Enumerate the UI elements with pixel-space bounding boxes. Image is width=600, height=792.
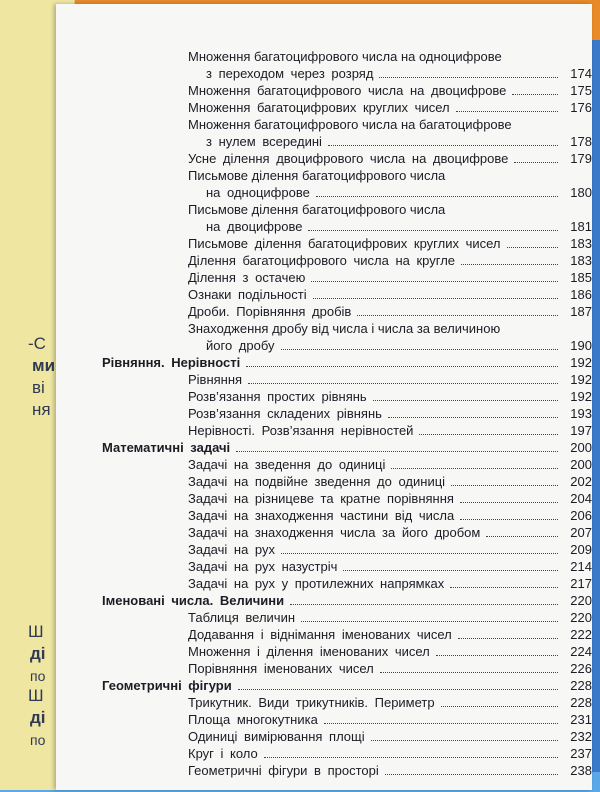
- dot-leader: [246, 366, 558, 367]
- dot-leader: [486, 536, 558, 537]
- toc-page-number: 226: [570, 661, 592, 676]
- dot-leader: [460, 502, 558, 503]
- dot-leader: [436, 655, 558, 656]
- dot-leader: [371, 740, 558, 741]
- toc-entry: [102, 660, 592, 677]
- toc-page-number: 231: [570, 712, 592, 727]
- dot-leader: [290, 604, 558, 605]
- dot-leader: [236, 451, 558, 452]
- dot-leader: [419, 434, 558, 435]
- toc-page-number: 232: [570, 729, 592, 744]
- toc-entry-title: Ділення з остачею: [188, 270, 306, 285]
- toc-entry: [102, 524, 592, 541]
- toc-entry: [102, 541, 592, 558]
- dot-leader: [343, 570, 558, 571]
- toc-entry: [102, 167, 592, 201]
- toc-entry-title: на двоцифрове: [206, 219, 303, 234]
- dot-leader: [316, 196, 558, 197]
- toc-entry: [102, 48, 592, 82]
- table-of-contents: [102, 48, 592, 779]
- toc-entry-title: на одноцифрове: [206, 185, 310, 200]
- toc-entry: [102, 762, 592, 779]
- underlying-text-fragment: ді: [30, 708, 46, 727]
- toc-entry: [102, 371, 592, 388]
- toc-page-number: 206: [570, 508, 592, 523]
- toc-section-heading: [102, 677, 592, 694]
- toc-entry: [102, 473, 592, 490]
- toc-page-number: 220: [570, 593, 592, 608]
- underlying-text-fragment: ві: [32, 378, 45, 397]
- underlying-text-fragment: ми: [32, 356, 56, 375]
- underlying-text-fragment: -C: [28, 334, 46, 353]
- toc-entry-title: Розв’язання простих рівнянь: [188, 389, 367, 404]
- toc-entry-title: Задачі на подвійне зведення до одиниці: [188, 474, 446, 489]
- toc-entry: [102, 150, 592, 167]
- dot-leader: [311, 281, 558, 282]
- toc-entry-title: Ознаки подільності: [188, 287, 307, 302]
- toc-entry-title: Задачі на знаходження частини від числа: [188, 508, 455, 523]
- dot-leader: [456, 111, 558, 112]
- dot-leader: [373, 400, 558, 401]
- toc-page-number: 238: [570, 763, 592, 778]
- toc-entry-title: Задачі на рух у протилежних напрямках: [188, 576, 445, 591]
- toc-page-number: 200: [570, 457, 592, 472]
- toc-entry: [102, 575, 592, 592]
- toc-page-number: 183: [570, 253, 592, 268]
- toc-entry: [102, 711, 592, 728]
- toc-entry-title-line: Письмове ділення багатоцифрового числа: [188, 168, 446, 183]
- toc-entry-title: з нулем всередині: [206, 134, 322, 149]
- dot-leader: [264, 757, 558, 758]
- toc-entry: [102, 269, 592, 286]
- dot-leader: [391, 468, 558, 469]
- toc-section-heading: [102, 592, 592, 609]
- toc-entry-title: Додавання і віднімання іменованих чисел: [188, 627, 452, 642]
- toc-page-number: 178: [570, 134, 592, 149]
- dot-leader: [328, 145, 558, 146]
- toc-page-number: 217: [570, 576, 592, 591]
- toc-entry-title: Нерівності. Розв’язання нерівностей: [188, 423, 414, 438]
- underlying-text-fragment: Ш: [28, 686, 44, 705]
- dot-leader: [385, 774, 558, 775]
- toc-entry-title: Множення багатоцифрових круглих чисел: [188, 100, 450, 115]
- toc-entry: [102, 643, 592, 660]
- toc-entry-title: Геометричні фігури в просторі: [188, 763, 379, 778]
- toc-entry-title: Круг і коло: [188, 746, 258, 761]
- toc-page-number: 214: [570, 559, 592, 574]
- toc-entry-title: Порівняння іменованих чисел: [188, 661, 374, 676]
- toc-entry: [102, 405, 592, 422]
- toc-entry-title: Площа многокутника: [188, 712, 318, 727]
- underlying-text-fragment: ді: [30, 644, 46, 663]
- toc-page-number: 175: [570, 83, 592, 98]
- underlying-text-fragment: Ш: [28, 622, 44, 641]
- toc-page-number: 192: [570, 389, 592, 404]
- toc-entry: [102, 490, 592, 507]
- toc-entry: [102, 235, 592, 252]
- dot-leader: [450, 587, 558, 588]
- toc-page-number: 200: [570, 440, 592, 455]
- toc-entry: [102, 82, 592, 99]
- toc-page-number: 228: [570, 678, 592, 693]
- toc-entry-title: Одиниці вимірювання площі: [188, 729, 365, 744]
- toc-entry: [102, 728, 592, 745]
- toc-section-heading: [102, 439, 592, 456]
- toc-page-number: 186: [570, 287, 592, 302]
- toc-page-number: 193: [570, 406, 592, 421]
- toc-page-number: 202: [570, 474, 592, 489]
- toc-entry: [102, 320, 592, 354]
- toc-page-number: 192: [570, 372, 592, 387]
- toc-entry: [102, 388, 592, 405]
- toc-page-number: 204: [570, 491, 592, 506]
- toc-entry-title: Усне ділення двоцифрового числа на двоцифрове: [188, 151, 509, 166]
- toc-entry: [102, 201, 592, 235]
- dot-leader: [507, 247, 558, 248]
- toc-page-number: 192: [570, 355, 592, 370]
- toc-page-number: 181: [570, 219, 592, 234]
- contents-page: [56, 4, 592, 790]
- toc-entry-title: Математичні задачі: [102, 440, 231, 455]
- dot-leader: [461, 264, 558, 265]
- toc-entry: [102, 609, 592, 626]
- toc-entry: [102, 507, 592, 524]
- toc-entry: [102, 694, 592, 711]
- toc-page-number: 180: [570, 185, 592, 200]
- dot-leader: [248, 383, 558, 384]
- underlying-text-fragment: по: [30, 732, 46, 748]
- dot-leader: [238, 689, 558, 690]
- dot-leader: [514, 162, 558, 163]
- toc-entry-title: Множення і ділення іменованих чисел: [188, 644, 430, 659]
- underlying-text-fragment: ня: [32, 400, 51, 419]
- toc-entry: [102, 422, 592, 439]
- toc-entry: [102, 99, 592, 116]
- toc-entry: [102, 558, 592, 575]
- toc-entry: [102, 252, 592, 269]
- toc-entry: [102, 626, 592, 643]
- toc-entry-title: Рівняння: [188, 372, 243, 387]
- toc-entry: [102, 456, 592, 473]
- toc-page-number: 224: [570, 644, 592, 659]
- dot-leader: [458, 638, 558, 639]
- toc-page-number: 176: [570, 100, 592, 115]
- toc-entry-title: Задачі на зведення до одиниці: [188, 457, 386, 472]
- toc-entry-title: Дроби. Порівняння дробів: [188, 304, 352, 319]
- toc-entry-title: Рівняння. Нерівності: [102, 355, 241, 370]
- toc-page-number: 228: [570, 695, 592, 710]
- toc-entry-title: Задачі на різницеве та кратне порівняння: [188, 491, 454, 506]
- toc-entry: [102, 745, 592, 762]
- dot-leader: [379, 77, 558, 78]
- toc-entry-title-line: Множення багатоцифрового числа на багатоцифрове: [188, 117, 512, 132]
- toc-page-number: 174: [570, 66, 592, 81]
- toc-entry-title: Задачі на рух: [188, 542, 275, 557]
- underlying-text-fragment: по: [30, 668, 46, 684]
- dot-leader: [313, 298, 558, 299]
- dot-leader: [308, 230, 558, 231]
- toc-page-number: 197: [570, 423, 592, 438]
- dot-leader: [388, 417, 558, 418]
- toc-entry-title: його дробу: [206, 338, 275, 353]
- toc-entry-title: Письмове ділення багатоцифрових круглих чисел: [188, 236, 501, 251]
- dot-leader: [460, 519, 558, 520]
- toc-page-number: 185: [570, 270, 592, 285]
- toc-entry-title: Задачі на знаходження числа за його дробом: [188, 525, 481, 540]
- toc-entry-title: Множення багатоцифрового числа на двоцифрове: [188, 83, 507, 98]
- toc-page-number: 237: [570, 746, 592, 761]
- toc-entry-title: Трикутник. Види трикутників. Периметр: [188, 695, 435, 710]
- dot-leader: [357, 315, 558, 316]
- toc-page-number: 187: [570, 304, 592, 319]
- toc-page-number: 183: [570, 236, 592, 251]
- toc-section-heading: [102, 354, 592, 371]
- toc-page-number: 179: [570, 151, 592, 166]
- toc-entry: [102, 286, 592, 303]
- toc-entry-title: Ділення багатоцифрового числа на кругле: [188, 253, 456, 268]
- dot-leader: [451, 485, 558, 486]
- dot-leader: [512, 94, 558, 95]
- dot-leader: [324, 723, 558, 724]
- toc-entry-title-line: Знаходження дробу від числа і числа за величиною: [188, 321, 501, 336]
- toc-page-number: 222: [570, 627, 592, 642]
- toc-entry-title: Розв’язання складених рівнянь: [188, 406, 382, 421]
- dot-leader: [301, 621, 558, 622]
- toc-entry-title: Таблиця величин: [188, 610, 296, 625]
- dot-leader: [441, 706, 558, 707]
- toc-entry-title: Іменовані числа. Величини: [102, 593, 285, 608]
- toc-entry-title-line: Множення багатоцифрового числа на одноцифрове: [188, 49, 502, 64]
- toc-page-number: 190: [570, 338, 592, 353]
- toc-entry: [102, 116, 592, 150]
- toc-entry-title-line: Письмове ділення багатоцифрового числа: [188, 202, 446, 217]
- toc-entry-title: з переходом через розряд: [206, 66, 374, 81]
- toc-entry: [102, 303, 592, 320]
- toc-page-number: 209: [570, 542, 592, 557]
- toc-entry-title: Задачі на рух назустріч: [188, 559, 338, 574]
- toc-page-number: 207: [570, 525, 592, 540]
- toc-entry-title: Геометричні фігури: [102, 678, 232, 693]
- dot-leader: [281, 349, 559, 350]
- toc-page-number: 220: [570, 610, 592, 625]
- dot-leader: [380, 672, 558, 673]
- dot-leader: [281, 553, 558, 554]
